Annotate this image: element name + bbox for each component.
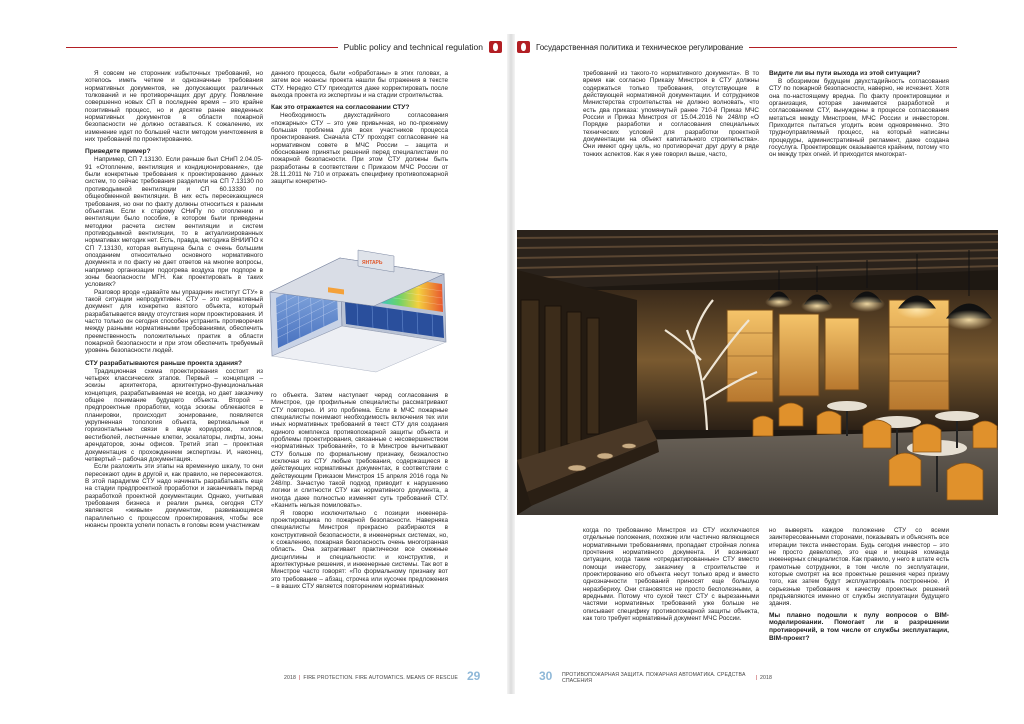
header-left bbox=[66, 40, 502, 54]
footer-year: 2018 bbox=[284, 675, 296, 681]
text-column-3 bbox=[583, 70, 759, 158]
paragraph: го объекта. Затем наступает черед согласования в Минстрое, где профильные специалисты рассматривают СТУ повторно. И это проблема. Если в МЧС пожарные специалисты понимают необходимость включения тех или иных нормативных требований в текст СТУ для создания единого комплекса противопожарной защиты объекта и проблемы проектирования, связанные с несовершенством «нормативных требований», то в Минстрое вычитывают СТУ больше по формальному признаку, безжалостно исключая из СТУ любые требования, содержащиеся в действующих нормативных документах, в соответствии с действующим Приказом Минстроя 15 апреля 2016 года № 248/пр. Зачастую такой подход приводит к нарушению логики и слитности СТУ как нормативного документа, а иногда даже полностью изменяет суть требований СТУ. «Казнить нельзя помиловать». bbox=[271, 392, 448, 510]
paragraph: Я совсем не сторонник избыточных требований, но хотелось иметь четкие и однозначные требования нормативных документов, не допускающих различных толкований и не противоречащих друг другу. Появление совершенно новых СП в последнее время – это крайне позитивный процесс, но и десятке ранее введенных нормативных документов в области пожарной безопасности не должно оставаться. К сожалению, их изменение идет по большей части методом уничтожения в них требований по проектированию. bbox=[85, 70, 263, 144]
restaurant-interior-photo bbox=[517, 230, 998, 515]
flame-logo-icon bbox=[489, 41, 502, 53]
text-column-3-continued bbox=[583, 527, 759, 622]
interview-question: Приведете пример? bbox=[85, 148, 151, 156]
header-right bbox=[517, 40, 957, 54]
paragraph: Необходимость двухстадийного согласования «пожарных» СТУ – это уже привычная, но по-прежнему большая проблема для всех участников процесса проектирования. Сначала СТУ проходят согласование на нормативном совете в МЧС России – защита и обоснование принятых решений перед специалистами по пожарной безопасности. При этом СТУ должны быть разработаны в соответствии с Приказом МЧС России от 28.11.2011 № 710 и отражать специфику противопожарной защиты конкретно- bbox=[271, 112, 448, 186]
page-number-left: 29 bbox=[467, 669, 481, 683]
paragraph: Я говорю исключительно с позиции инженера-проектировщика по пожарной безопасности. Наверняка специалисты Минстроя прекрасно разбираются в конструктивной безопасности, в инженерных системах, но, к сожалению, пожарная безопасность очень многогранная область. Она затрагивает практически все смежные дисциплины и специальности: и конструктив, и архитектурные решения, и инженерные системы. Так вот в Минстрое часто говорят: «По формальному признаку вот это требование – абзац, строчка или кусочек предложения – в ваших СТУ является повторением нормативных bbox=[271, 509, 448, 590]
interview-question: Как это отражается на согласовании СТУ? bbox=[271, 104, 410, 112]
text-column-4-continued bbox=[769, 527, 949, 643]
header-rule bbox=[749, 47, 957, 48]
footer-right bbox=[562, 672, 772, 684]
footer-separator: | bbox=[755, 675, 758, 681]
text-column-1 bbox=[85, 70, 263, 529]
header-left-title: Public policy and technical regulation bbox=[343, 42, 483, 52]
interview-question: СТУ разрабатываются раньше проекта здания? bbox=[85, 359, 242, 367]
footer-year: 2018 bbox=[760, 675, 772, 681]
spine-gutter bbox=[507, 34, 515, 694]
paragraph: Например, СП 7.13130. Если раньше был СНиП 2.04.05-91 «Отопление, вентиляция и кондиционирование», где были конкретные требования к проектированию данных систем, то сейчас требования разделили на СП 7.13130 по противодымной вентиляции и СП 60.13330 по общеобменной вентиляции. В них есть пересекающиеся требования, но они по факту должны относиться к разным объектам. Если к старому СНиПу по отоплению и вентиляции было пособие, в котором были приведены методики расчета систем вентиляции и систем противодымной вентиляции, то в актуализированных нормативах методик нет. Есть, правда, методика ВНИИПО к СП 7.13130, которая выпущена была с очень большим опозданием относительно основного нормативного документа и по факту не дает ответов на многие вопросы, например организации подогрева воздуха при подпоре в зоны безопасности МГН. Как проектировать в таких условиях? bbox=[85, 156, 263, 289]
text-column-4 bbox=[769, 70, 949, 159]
header-rule bbox=[66, 47, 338, 48]
interview-question: Видите ли вы пути выхода из этой ситуации? bbox=[769, 70, 921, 77]
header-right-title: Государственная политика и техническое регулирование bbox=[536, 42, 744, 52]
paragraph: В обозримом будущем двухстадийность согласования СТУ по пожарной безопасности, наверно, не исчезнет. Хотя она по-настоящему вредна. По факту проектировщики и организация, которая занимается разработкой и согласованием СТУ, вынуждены в процессе согласования метаться между Минстроем, МЧС России и инвестором. Приходится пытаться угодить всем одновременно. Это трудноуправляемый процесс, на который написаны процедуры, административный регламент, даже создана госуслуга. Проектировщик оказывается крайним, потому что он между трех огней. И приходится многократ- bbox=[769, 78, 949, 159]
building-sign-text: ЯНТАРЬ bbox=[362, 260, 383, 266]
footer-journal-title: ПРОТИВОПОЖАРНАЯ ЗАЩИТА. ПОЖАРНАЯ АВТОМАТИКА. СРЕДСТВА СПАСЕНИЯ bbox=[562, 672, 746, 684]
page-number-right: 30 bbox=[539, 669, 553, 683]
footer-journal-title: FIRE PROTECTION. FIRE AUTOMATICS. MEANS OF RESCUE bbox=[303, 675, 458, 681]
footer-left bbox=[268, 672, 458, 684]
footer-separator: | bbox=[298, 675, 301, 681]
text-column-2-continued bbox=[271, 392, 448, 590]
paragraph: данного процесса, были «обработаны» в этих головах, а затем все нюансы проекта нашли бы отражения в тексте СТУ. Нередко СТУ приходится даже корректировать после выхода проекта из экспертизы и на стадии строительства. bbox=[271, 70, 448, 100]
bim-building-model-image bbox=[262, 234, 452, 374]
paragraph: когда по требованию Минстроя из СТУ исключаются отдельные положения, похожие или частично являющиеся нормативными требованиями, пропадает стройная логика прочтения нормативного документа. И возникают ситуации, когда такие «отредактированные» СТУ вместо помощи инвестору, заказчику в строительстве и проектированию его объекта несут только вред и вместо однозначности требований приносят еще большую неразбериху. Они становятся не просто бесполезными, а вредными. Потому что сухой текст СТУ с вырезанными частями нормативных требований уже больше не описывает специфику противопожарной защиты объекта, как того требует нормативный документ МЧС России. bbox=[583, 527, 759, 623]
paragraph: Разговор вроде «давайте мы упразднин институт СТУ» в такой ситуации непродуктивен. СТУ – это нормативный документ для конкретно взятого объекта, который разрабатывается ввиду отсутствия норм проектирования. И часто только он сегодня способен устранить противоречия между разными нормативными требованиями, обеспечить преемственность положительных практик в области пожарной безопасности и при этом обеспечить требуемый уровень безопасности людей. bbox=[85, 288, 263, 355]
paragraph: Традиционная схема проектирования состоит из четырех классических этапов. Первый – концепция – эскизы архитектора, архитектурно-функциональная концепция, разрабатываемая не всегда, но дает заказчику общее понимание будущего объекта. Второй – предпроектные проработки, когда эскизы облекаются в планировки, происходит зонирование, появляется укрупненная топология объекта, вертикальные и горизонтальные связи в виде коридоров, холлов, вестибюлей, лестничные клетки, эскалаторы, лифты, зоны арендаторов, зоны офисов. Третий этап – проектная документация с прохождением экспертизы. И, наконец, четвертый – рабочая документация. bbox=[85, 367, 263, 463]
paragraph: требований из такого-то нормативного документа». В то время как согласно Приказу Минстроя в СТУ должны содержаться только требования, отсутствующие в действующей нормативной документации. И сотрудников Министерства строительства не должно волновать, что есть два приказа: упомянутый ранее 710-й Приказ МЧС России и Приказ Минстроя от 15.04.2016 № 248/пр «О Порядке разработки и согласования специальных технических условий для разработки проектной документации на объект капитального строительства». Они имеют одну цель, но противоречат друг другу в ряде тонких аспектов. Как я уже говорил выше, часто, bbox=[583, 70, 759, 158]
text-column-2 bbox=[271, 70, 448, 186]
interview-question: Мы плавно подошли к пулу вопросов о BIM-моделировании. Помогает ли в разрешении противоречий, в том числе от службы эксплуатации, BIM-проект? bbox=[769, 611, 949, 642]
flame-logo-icon bbox=[517, 41, 530, 53]
paragraph: Если разложить эти этапы на временную шкалу, то они пересекают один в другой и, как правило, не пересекаются. В этой парадигме СТУ надо начинать разрабатывать еще на стадии предпроектной проработки и заканчивать перед разработкой проектной документации. Однако, учитывая требования бизнеса и реалии рынка, сегодня СТУ являются «живым» документом, развивающимся параллельно с процессом проектирования, чтобы все нюансы проекта успели попасть в головы всем участникам bbox=[85, 463, 263, 529]
paragraph: но выверять каждое положение СТУ со всеми заинтересованными сторонами, показывать и объяснять все итерации текста инвесторам. Будь сегодня инвестор – это не просто девелопер, это еще и мощная команда инженерных специалистов. Как правило, у него в штате есть грамотные сотрудники, в том числе по эксплуатации, которые смотрят на все проектные решения через призму того, как затем будут эксплуатировать построенное. И серьезные требования к качеству проектных решений предъявляются именно от службы эксплуатации будущего здания. bbox=[769, 527, 949, 608]
